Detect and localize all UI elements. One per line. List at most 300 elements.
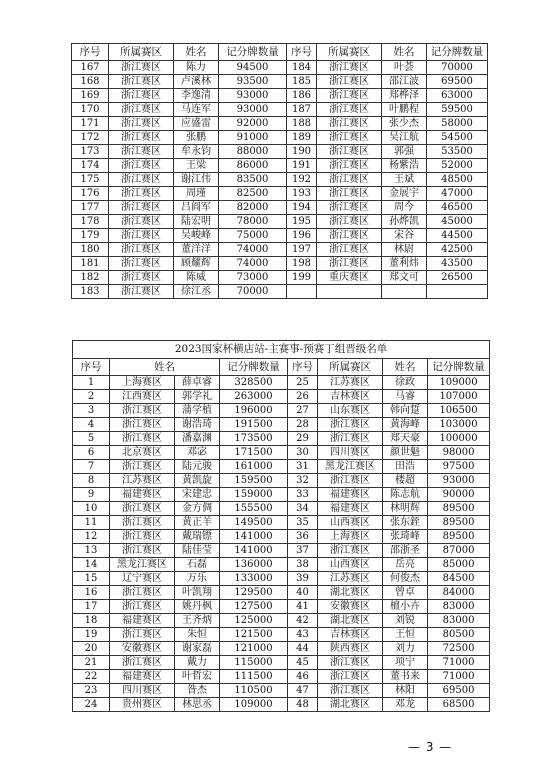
table-cell: 4 bbox=[73, 418, 110, 432]
table-cell: 应盛雷 bbox=[174, 117, 219, 131]
table-cell: 27 bbox=[288, 404, 318, 418]
table-cell: 浙江赛区 bbox=[317, 145, 382, 159]
table-cell: 121500 bbox=[220, 628, 288, 642]
table-cell: 10 bbox=[73, 502, 110, 516]
table-cell: 浙江赛区 bbox=[109, 229, 174, 243]
table-cell: 浙江赛区 bbox=[110, 628, 175, 642]
table-cell: 168 bbox=[72, 75, 109, 89]
table-cell: 44 bbox=[288, 642, 318, 656]
table-cell: 宋建忠 bbox=[175, 488, 220, 502]
table-cell: 王齐炳 bbox=[175, 614, 220, 628]
table-cell: 湖北赛区 bbox=[318, 586, 383, 600]
table-cell: 98000 bbox=[428, 446, 490, 460]
table-cell: 31 bbox=[288, 460, 318, 474]
table-cell: 福建赛区 bbox=[110, 488, 175, 502]
table-cell: 邓宓 bbox=[175, 446, 220, 460]
table-cell: 山西赛区 bbox=[318, 558, 383, 572]
table-cell: 邵江波 bbox=[382, 75, 427, 89]
table-cell: 湖北赛区 bbox=[318, 698, 383, 712]
table-cell: 89500 bbox=[428, 502, 490, 516]
table-cell: 浙江赛区 bbox=[109, 271, 174, 285]
table-cell: 45 bbox=[288, 656, 318, 670]
table-cell: 朱恒 bbox=[175, 628, 220, 642]
table-cell: 185 bbox=[287, 75, 317, 89]
table-cell: 王斌 bbox=[382, 173, 427, 187]
table-cell: 谢江伟 bbox=[174, 173, 219, 187]
table-cell: 187 bbox=[287, 103, 317, 117]
table-cell: 63000 bbox=[427, 89, 488, 103]
table-row bbox=[72, 215, 488, 229]
table-cell: 173500 bbox=[220, 432, 288, 446]
table-cell: 17 bbox=[73, 600, 110, 614]
table-cell: 35 bbox=[288, 516, 318, 530]
table-cell: 浙江赛区 bbox=[318, 432, 383, 446]
table-row bbox=[72, 173, 488, 187]
table-cell: 173 bbox=[72, 145, 109, 159]
table-cell: 北京赛区 bbox=[110, 446, 175, 460]
table-cell: 马连军 bbox=[174, 103, 219, 117]
table-row bbox=[73, 460, 490, 474]
table-cell: 107000 bbox=[428, 390, 490, 404]
table-cell: 188 bbox=[287, 117, 317, 131]
table-cell: 浙江赛区 bbox=[317, 229, 382, 243]
table-cell: 马睿 bbox=[383, 390, 428, 404]
table-cell: 191 bbox=[287, 159, 317, 173]
table-cell: 浙江赛区 bbox=[317, 201, 382, 215]
table-cell: 牟永钧 bbox=[174, 145, 219, 159]
table-cell: 183 bbox=[72, 285, 109, 299]
table-cell: 浙江赛区 bbox=[317, 103, 382, 117]
table-cell: 93500 bbox=[219, 75, 287, 89]
table-row bbox=[73, 670, 490, 684]
table-cell: 四川赛区 bbox=[110, 684, 175, 698]
table-row bbox=[72, 89, 488, 103]
table-cell: 戴力 bbox=[175, 656, 220, 670]
table-cell: 浙江赛区 bbox=[110, 404, 175, 418]
table-cell: 浙江赛区 bbox=[317, 257, 382, 271]
table-row bbox=[73, 418, 490, 432]
qualifier-table-continued bbox=[71, 43, 488, 299]
table-cell: 张少杰 bbox=[382, 117, 427, 131]
table-cell: 92000 bbox=[219, 117, 287, 131]
table-cell: 浙江赛区 bbox=[109, 187, 174, 201]
table-cell: 13 bbox=[73, 544, 110, 558]
table-cell: 26 bbox=[288, 390, 318, 404]
table-row bbox=[73, 516, 490, 530]
table-cell: 叶凯翔 bbox=[175, 586, 220, 600]
table-header-row bbox=[73, 359, 490, 376]
table-cell: 重庆赛区 bbox=[317, 271, 382, 285]
table-cell: 199 bbox=[287, 271, 317, 285]
table-cell: 181 bbox=[72, 257, 109, 271]
table-cell: 169 bbox=[72, 89, 109, 103]
table-cell: 郭强 bbox=[382, 145, 427, 159]
header-cell: 姓名 bbox=[110, 359, 220, 376]
table-cell: 82500 bbox=[219, 187, 287, 201]
table-cell: 180 bbox=[72, 243, 109, 257]
table-cell: 浙江赛区 bbox=[317, 117, 382, 131]
table-cell: 四川赛区 bbox=[318, 446, 383, 460]
table-cell: 45000 bbox=[427, 215, 488, 229]
table-body bbox=[72, 61, 488, 299]
table-cell: 陆佳莹 bbox=[175, 544, 220, 558]
table-cell: 林思丞 bbox=[175, 698, 220, 712]
table-cell: 127500 bbox=[220, 600, 288, 614]
table-cell: 郑文可 bbox=[382, 271, 427, 285]
table-cell: 陕西赛区 bbox=[318, 642, 383, 656]
table-cell: 昝杰 bbox=[175, 684, 220, 698]
table-row bbox=[73, 502, 490, 516]
table-cell: 29 bbox=[288, 432, 318, 446]
table-cell: 岳亮 bbox=[383, 558, 428, 572]
table-cell: 项宁 bbox=[383, 656, 428, 670]
table-cell: 浙江赛区 bbox=[317, 159, 382, 173]
table-cell: 浙江赛区 bbox=[318, 544, 383, 558]
table-cell: 安徽赛区 bbox=[318, 600, 383, 614]
table-cell: 18 bbox=[73, 614, 110, 628]
table-cell: 刘力 bbox=[383, 642, 428, 656]
table-cell: 浙江赛区 bbox=[109, 243, 174, 257]
table-cell: 176 bbox=[72, 187, 109, 201]
table-cell: 浙江赛区 bbox=[317, 131, 382, 145]
table-cell: 89500 bbox=[428, 516, 490, 530]
table-cell: 张东銍 bbox=[383, 516, 428, 530]
table-row bbox=[72, 159, 488, 173]
table-row bbox=[73, 404, 490, 418]
table-row bbox=[72, 61, 488, 75]
table-row bbox=[73, 488, 490, 502]
table-cell: 26500 bbox=[427, 271, 488, 285]
table-row bbox=[72, 229, 488, 243]
table-cell: 36 bbox=[288, 530, 318, 544]
table-cell: 吕阎军 bbox=[174, 201, 219, 215]
table-cell: 15 bbox=[73, 572, 110, 586]
table-cell: 175 bbox=[72, 173, 109, 187]
table-cell: 刘锐 bbox=[383, 614, 428, 628]
table-cell: 浙江赛区 bbox=[110, 586, 175, 600]
table-cell: 戴瑞镖 bbox=[175, 530, 220, 544]
table-cell: 171500 bbox=[220, 446, 288, 460]
table-row bbox=[73, 390, 490, 404]
table-cell: 黄正羊 bbox=[175, 516, 220, 530]
table-cell: 171 bbox=[72, 117, 109, 131]
table-cell: 109000 bbox=[220, 698, 288, 712]
table-cell: 吉林赛区 bbox=[318, 628, 383, 642]
table-row bbox=[73, 544, 490, 558]
table-row bbox=[73, 642, 490, 656]
table-cell: 山西赛区 bbox=[318, 516, 383, 530]
header-cell: 姓名 bbox=[383, 359, 428, 376]
table-cell: 196 bbox=[287, 229, 317, 243]
table-cell: 谢家磊 bbox=[175, 642, 220, 656]
table-cell: 167 bbox=[72, 61, 109, 75]
table-cell: 83500 bbox=[219, 173, 287, 187]
table-row bbox=[73, 656, 490, 670]
table-cell: 22 bbox=[73, 670, 110, 684]
header-cell: 序号 bbox=[73, 359, 110, 376]
header-cell: 记分牌数量 bbox=[220, 359, 288, 376]
table-cell: 53500 bbox=[427, 145, 488, 159]
table-cell: 金方倜 bbox=[175, 502, 220, 516]
table-cell: 43 bbox=[288, 628, 318, 642]
table-cell: 浙江赛区 bbox=[109, 201, 174, 215]
table-row bbox=[73, 558, 490, 572]
table-cell: 浙江赛区 bbox=[109, 61, 174, 75]
table-cell: 韩向踅 bbox=[383, 404, 428, 418]
table-cell: 林明辉 bbox=[383, 502, 428, 516]
table-cell: 12 bbox=[73, 530, 110, 544]
table-cell: 张琦峰 bbox=[383, 530, 428, 544]
table-cell: 徐江丞 bbox=[174, 285, 219, 299]
table-cell bbox=[287, 285, 317, 299]
table-cell: 董利炜 bbox=[382, 257, 427, 271]
table-cell: 125000 bbox=[220, 614, 288, 628]
table-cell: 196000 bbox=[220, 404, 288, 418]
table-cell: 浙江赛区 bbox=[109, 145, 174, 159]
table-cell: 湖北赛区 bbox=[318, 614, 383, 628]
table-cell: 141000 bbox=[220, 544, 288, 558]
table-cell: 32 bbox=[288, 474, 318, 488]
table-cell: 159000 bbox=[220, 488, 288, 502]
table-row bbox=[73, 432, 490, 446]
table-cell: 浙江赛区 bbox=[318, 656, 383, 670]
table-cell: 198 bbox=[287, 257, 317, 271]
table-cell: 黄海峰 bbox=[383, 418, 428, 432]
table-cell: 楼超 bbox=[383, 474, 428, 488]
table-cell: 上海赛区 bbox=[110, 376, 175, 390]
table-row bbox=[72, 201, 488, 215]
table-cell: 周今 bbox=[382, 201, 427, 215]
table-cell: 叶鹏程 bbox=[382, 103, 427, 117]
table-cell: 44500 bbox=[427, 229, 488, 243]
table-cell: 浙江赛区 bbox=[318, 684, 383, 698]
table-cell: 88000 bbox=[219, 145, 287, 159]
table-cell: 江苏赛区 bbox=[318, 376, 383, 390]
table-cell: 177 bbox=[72, 201, 109, 215]
table-row bbox=[72, 145, 488, 159]
table-cell: 浙江赛区 bbox=[109, 215, 174, 229]
table-cell: 吉林赛区 bbox=[318, 390, 383, 404]
table-cell: 91000 bbox=[219, 131, 287, 145]
table-cell: 19 bbox=[73, 628, 110, 642]
table-cell: 福建赛区 bbox=[318, 488, 383, 502]
table-cell: 192 bbox=[287, 173, 317, 187]
table-cell bbox=[317, 285, 382, 299]
table-cell: 浙江赛区 bbox=[318, 418, 383, 432]
table-cell: 杨紫浩 bbox=[382, 159, 427, 173]
table-cell bbox=[427, 285, 488, 299]
table-cell: 浙江赛区 bbox=[110, 656, 175, 670]
table-cell: 郑天豪 bbox=[383, 432, 428, 446]
header-cell: 姓名 bbox=[174, 44, 219, 61]
table-cell: 70000 bbox=[219, 285, 287, 299]
table-cell: 黑龙江赛区 bbox=[318, 460, 383, 474]
table-cell: 149500 bbox=[220, 516, 288, 530]
table-cell: 155500 bbox=[220, 502, 288, 516]
table-cell: 潘嘉渊 bbox=[175, 432, 220, 446]
table-cell: 58000 bbox=[427, 117, 488, 131]
table-cell: 30 bbox=[288, 446, 318, 460]
table-cell: 郭学礼 bbox=[175, 390, 220, 404]
table-cell: 浙江赛区 bbox=[109, 257, 174, 271]
table-cell: 浙江赛区 bbox=[110, 544, 175, 558]
header-cell: 序号 bbox=[288, 359, 318, 376]
table-cell: 颜世魁 bbox=[383, 446, 428, 460]
table-cell: 136000 bbox=[220, 558, 288, 572]
table-cell: 42500 bbox=[427, 243, 488, 257]
table-cell: 卢溪林 bbox=[174, 75, 219, 89]
table-cell: 郑桦泽 bbox=[382, 89, 427, 103]
header-cell: 记分牌数量 bbox=[428, 359, 490, 376]
table-row bbox=[73, 614, 490, 628]
table-cell: 83000 bbox=[428, 600, 490, 614]
table-cell: 浙江赛区 bbox=[110, 530, 175, 544]
table-cell: 9 bbox=[73, 488, 110, 502]
table-cell: 43500 bbox=[427, 257, 488, 271]
table-cell: 75000 bbox=[219, 229, 287, 243]
table-cell: 周瑾 bbox=[174, 187, 219, 201]
table-cell: 39 bbox=[288, 572, 318, 586]
table-cell: 浙江赛区 bbox=[109, 159, 174, 173]
table-cell: 193 bbox=[287, 187, 317, 201]
table-cell: 194 bbox=[287, 201, 317, 215]
table-cell: 石磊 bbox=[175, 558, 220, 572]
table-cell: 田浩 bbox=[383, 460, 428, 474]
table-cell: 46500 bbox=[427, 201, 488, 215]
table-cell: 48500 bbox=[427, 173, 488, 187]
table-cell: 100000 bbox=[428, 432, 490, 446]
table-row bbox=[73, 474, 490, 488]
table-cell: 邵浙圣 bbox=[383, 544, 428, 558]
table-cell: 14 bbox=[73, 558, 110, 572]
table-cell: 33 bbox=[288, 488, 318, 502]
table-cell: 陈志航 bbox=[383, 488, 428, 502]
table-title: 2023国家杯横店站-主赛事-预赛丁组晋级名单 bbox=[73, 341, 490, 359]
table-cell: 197 bbox=[287, 243, 317, 257]
table-cell: 江苏赛区 bbox=[318, 572, 383, 586]
table-row bbox=[72, 117, 488, 131]
table-cell: 黄凯旋 bbox=[175, 474, 220, 488]
table-row bbox=[73, 600, 490, 614]
table-row bbox=[73, 684, 490, 698]
table-cell: 86000 bbox=[219, 159, 287, 173]
table-cell: 73000 bbox=[219, 271, 287, 285]
table-cell: 70000 bbox=[427, 61, 488, 75]
table-cell: 浙江赛区 bbox=[110, 502, 175, 516]
table-cell: 54500 bbox=[427, 131, 488, 145]
table-cell: 福建赛区 bbox=[110, 614, 175, 628]
table-cell: 87000 bbox=[428, 544, 490, 558]
table-cell: 吴江航 bbox=[382, 131, 427, 145]
table-cell: 浙江赛区 bbox=[317, 215, 382, 229]
table-cell: 上海赛区 bbox=[318, 530, 383, 544]
table-cell: 檀小卉 bbox=[383, 600, 428, 614]
table-cell: 83000 bbox=[428, 614, 490, 628]
table-cell: 董书来 bbox=[383, 670, 428, 684]
table-cell: 186 bbox=[287, 89, 317, 103]
table-cell: 71000 bbox=[428, 656, 490, 670]
table-cell bbox=[382, 285, 427, 299]
table-cell: 37 bbox=[288, 544, 318, 558]
table-cell: 浙江赛区 bbox=[109, 103, 174, 117]
table-cell: 93000 bbox=[219, 103, 287, 117]
header-cell: 所属赛区 bbox=[318, 359, 383, 376]
table-cell: 179 bbox=[72, 229, 109, 243]
header-cell: 序号 bbox=[287, 44, 317, 61]
table-cell: 孙烨凯 bbox=[382, 215, 427, 229]
table-cell: 8 bbox=[73, 474, 110, 488]
table-cell: 47 bbox=[288, 684, 318, 698]
table-row bbox=[73, 586, 490, 600]
table-cell: 90000 bbox=[428, 488, 490, 502]
table-cell: 金展宇 bbox=[382, 187, 427, 201]
table-cell: 172 bbox=[72, 131, 109, 145]
table-cell: 84500 bbox=[428, 572, 490, 586]
table-cell: 42 bbox=[288, 614, 318, 628]
header-cell: 所属赛区 bbox=[317, 44, 382, 61]
table-cell: 47000 bbox=[427, 187, 488, 201]
table-cell: 浙江赛区 bbox=[317, 173, 382, 187]
table-cell: 浙江赛区 bbox=[317, 187, 382, 201]
table-cell: 万乐 bbox=[175, 572, 220, 586]
table-cell: 21 bbox=[73, 656, 110, 670]
table-cell: 6 bbox=[73, 446, 110, 460]
table-cell: 陆宏明 bbox=[174, 215, 219, 229]
table-cell: 80500 bbox=[428, 628, 490, 642]
table-cell: 宋谷 bbox=[382, 229, 427, 243]
table-cell: 浙江赛区 bbox=[318, 670, 383, 684]
table-cell: 浙江赛区 bbox=[109, 285, 174, 299]
table-cell: 安徽赛区 bbox=[110, 642, 175, 656]
table-cell: 93000 bbox=[219, 89, 287, 103]
table-cell: 93000 bbox=[428, 474, 490, 488]
table-cell: 陈力 bbox=[174, 61, 219, 75]
table-header-row bbox=[72, 44, 488, 61]
table-cell: 叶荟 bbox=[382, 61, 427, 75]
table-row bbox=[73, 446, 490, 460]
table-cell: 江西赛区 bbox=[110, 390, 175, 404]
table-cell: 40 bbox=[288, 586, 318, 600]
table-cell: 195 bbox=[287, 215, 317, 229]
table-cell: 106500 bbox=[428, 404, 490, 418]
table-cell: 3 bbox=[73, 404, 110, 418]
table-cell: 黑龙江赛区 bbox=[110, 558, 175, 572]
table-cell: 福建赛区 bbox=[318, 502, 383, 516]
table-row bbox=[73, 628, 490, 642]
table-cell: 71000 bbox=[428, 670, 490, 684]
table-row bbox=[73, 376, 490, 390]
table-cell: 84000 bbox=[428, 586, 490, 600]
table-cell: 浙江赛区 bbox=[109, 173, 174, 187]
header-cell: 姓名 bbox=[382, 44, 427, 61]
table-cell: 浙江赛区 bbox=[110, 418, 175, 432]
table-cell: 109000 bbox=[428, 376, 490, 390]
table-cell: 浙江赛区 bbox=[110, 600, 175, 614]
table-cell: 1 bbox=[73, 376, 110, 390]
table-row bbox=[72, 75, 488, 89]
table-row bbox=[72, 285, 488, 299]
table-cell: 吴峻峰 bbox=[174, 229, 219, 243]
table-cell: 115000 bbox=[220, 656, 288, 670]
table-cell: 141000 bbox=[220, 530, 288, 544]
table-cell: 陈威 bbox=[174, 271, 219, 285]
table-row bbox=[72, 257, 488, 271]
table-cell: 111500 bbox=[220, 670, 288, 684]
table-cell: 浙江赛区 bbox=[109, 89, 174, 103]
table-cell: 191500 bbox=[220, 418, 288, 432]
table-row bbox=[73, 572, 490, 586]
table-cell: 浙江赛区 bbox=[109, 131, 174, 145]
